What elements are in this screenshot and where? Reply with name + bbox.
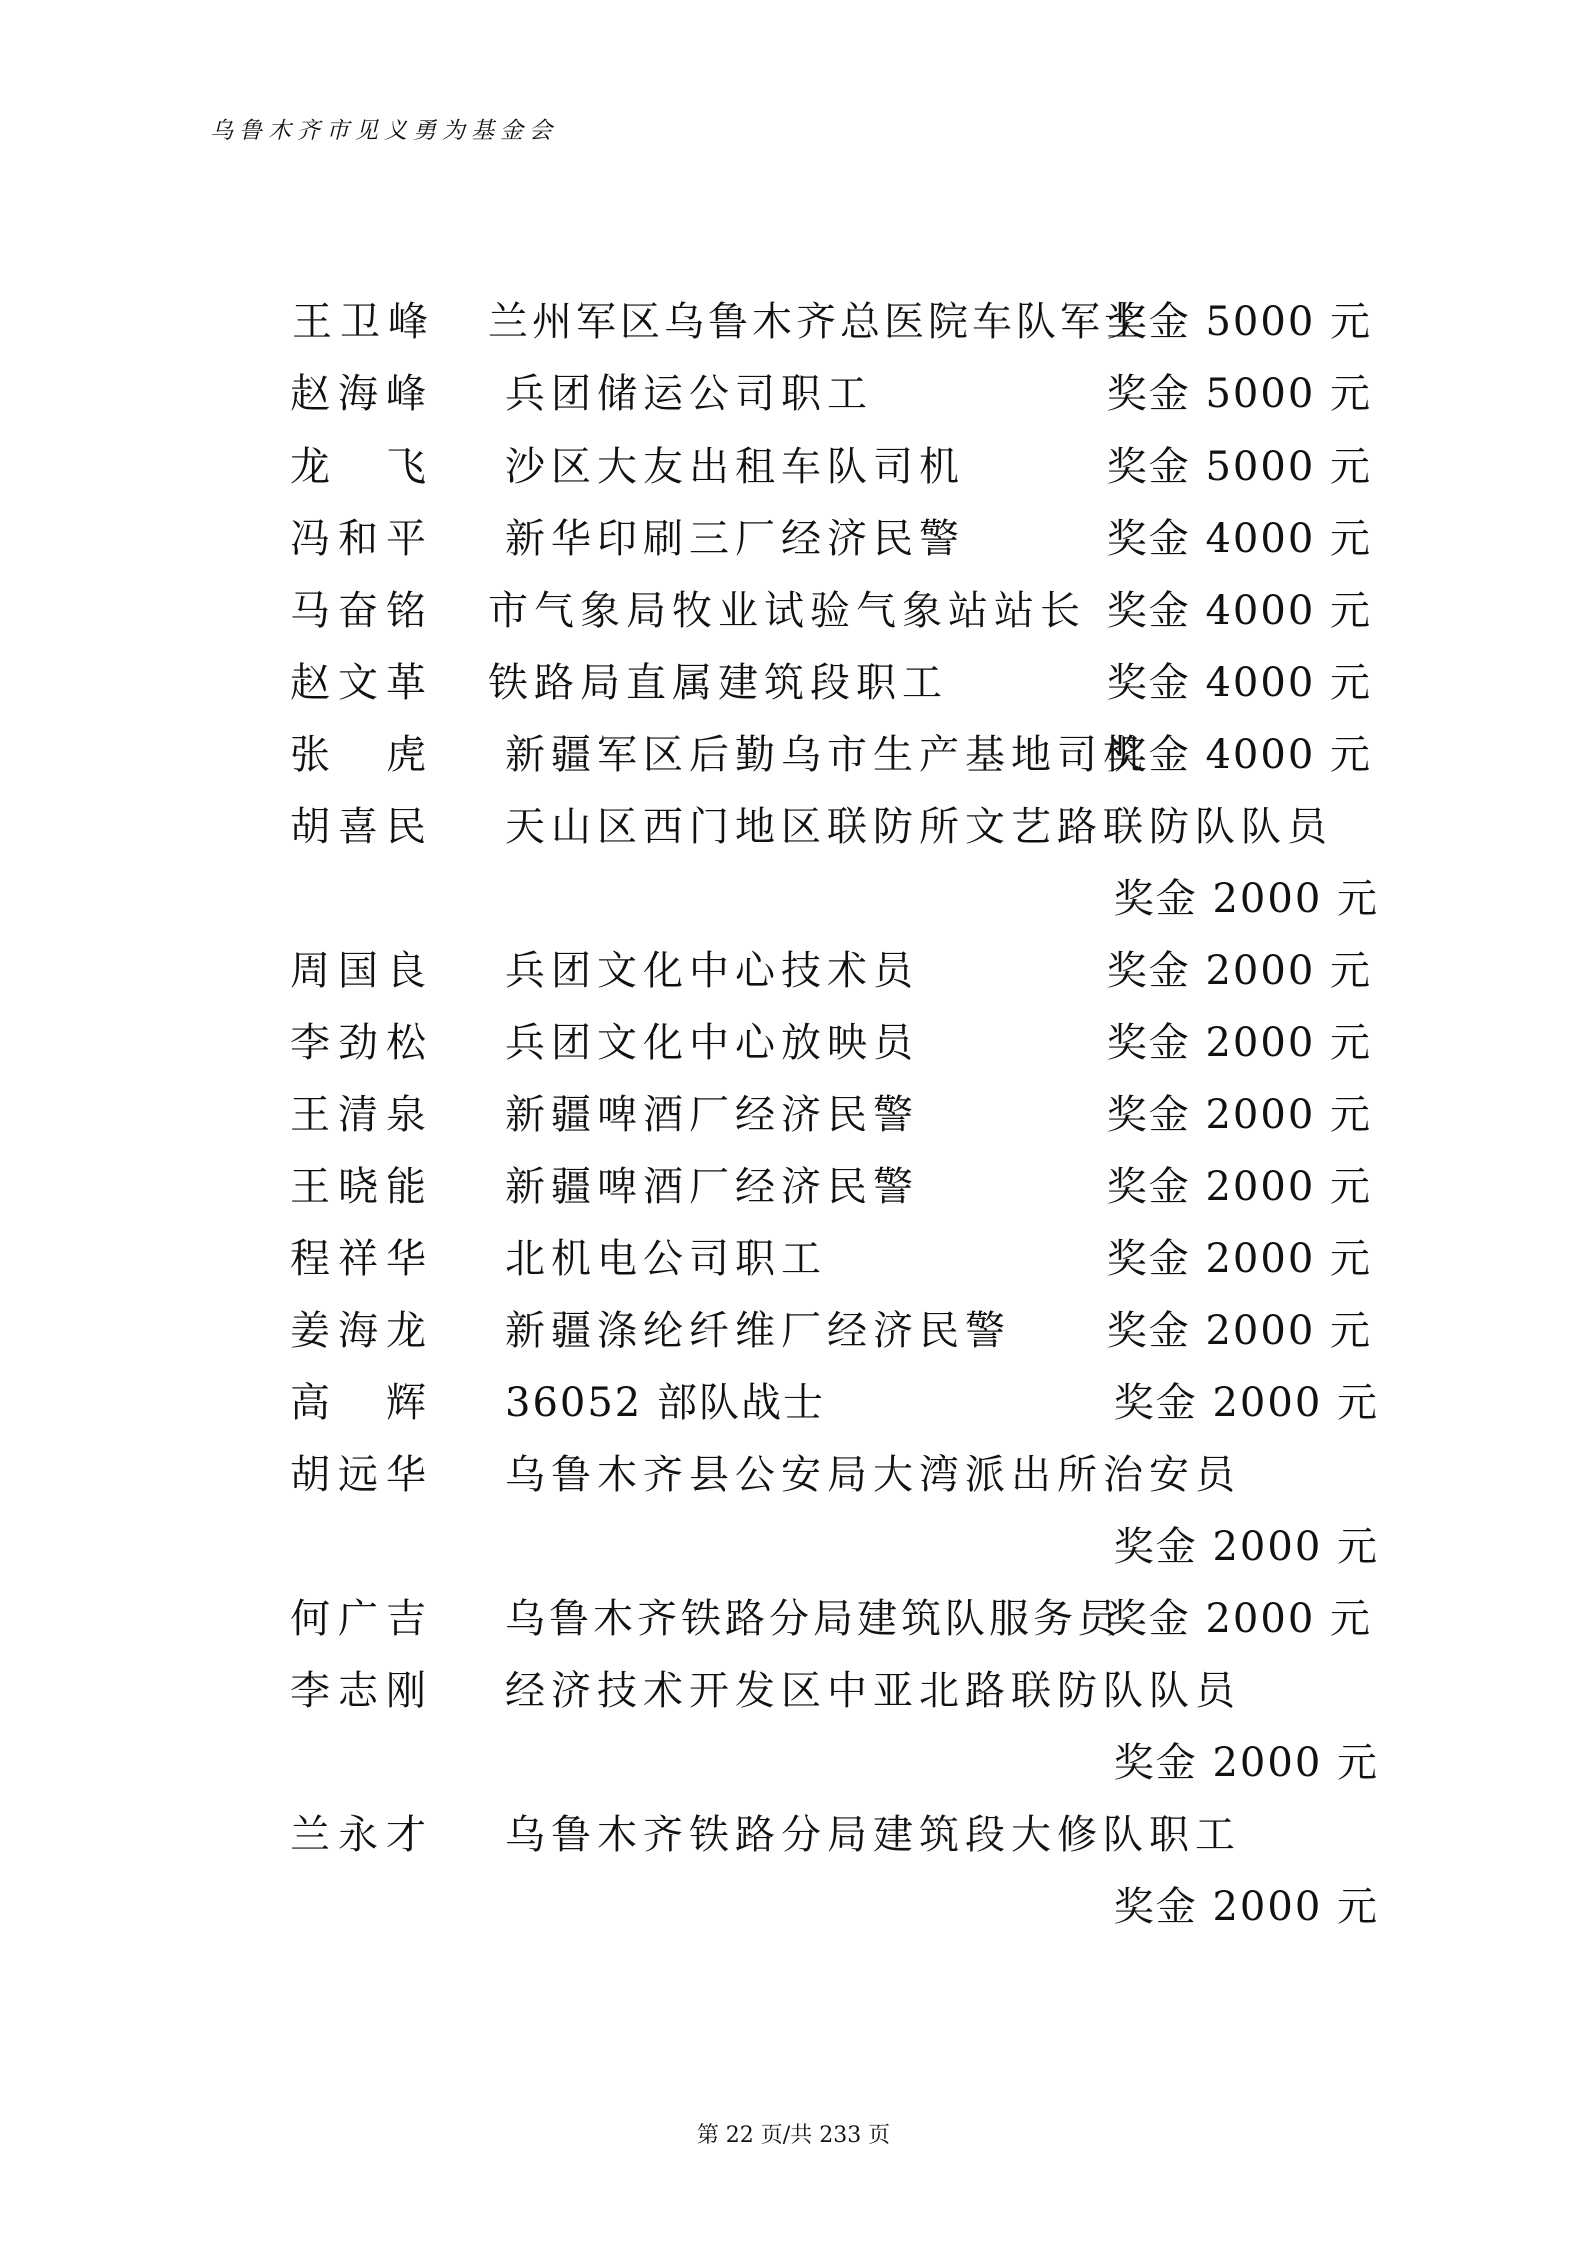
awardee-unit: 新疆军区后勤乌市生产基地司机 [505, 732, 1149, 778]
awardee-row [0, 1085, 1587, 1145]
award-amount: 奖金 4000 元 [1106, 732, 1372, 778]
award-amount: 奖金 2000 元 [1113, 1380, 1379, 1426]
award-amount: 奖金 4000 元 [1106, 516, 1372, 562]
awardee-row [0, 797, 1587, 929]
awardee-row [0, 725, 1587, 785]
award-amount: 奖金 2000 元 [1106, 1308, 1372, 1354]
awardee-unit: 沙区大友出租车队司机 [505, 444, 965, 490]
award-amount: 奖金 5000 元 [1106, 444, 1372, 490]
awardee-name: 龙 飞 [290, 444, 434, 490]
awardee-name: 胡喜民 [290, 804, 434, 850]
awardee-name: 李劲松 [290, 1020, 434, 1066]
awardee-unit: 兵团储运公司职工 [505, 371, 873, 417]
awardee-name: 王清泉 [290, 1092, 434, 1138]
awardee-name: 赵海峰 [290, 371, 434, 417]
page-number: 第 22 页/共 233 页 [696, 2123, 891, 2148]
award-amount: 奖金 2000 元 [1113, 1740, 1379, 1786]
awardee-row [0, 1661, 1587, 1793]
awardee-name: 程祥华 [290, 1236, 434, 1282]
awardee-name: 周国良 [290, 948, 434, 994]
awardee-row [0, 292, 1587, 352]
page-header-org-name: 乌鲁木齐市见义勇为基金会 [210, 118, 558, 144]
awardee-name: 马奋铭 [290, 588, 434, 634]
awardee-unit: 天山区西门地区联防所文艺路联防队队员 [505, 804, 1333, 850]
awardee-unit: 北机电公司职工 [505, 1236, 827, 1282]
awardee-unit: 兰州军区乌鲁木齐总医院车队军士 [488, 299, 1148, 345]
award-amount: 奖金 2000 元 [1113, 876, 1379, 922]
awardee-name: 李志刚 [290, 1668, 434, 1714]
award-amount: 奖金 2000 元 [1106, 1164, 1372, 1210]
awardee-unit: 新疆啤酒厂经济民警 [505, 1164, 919, 1210]
awardee-name: 兰永才 [290, 1812, 434, 1858]
awardee-name: 王晓能 [290, 1164, 434, 1210]
award-amount: 奖金 2000 元 [1106, 948, 1372, 994]
award-amount: 奖金 5000 元 [1106, 371, 1372, 417]
award-amount: 奖金 2000 元 [1106, 1092, 1372, 1138]
awardee-unit: 经济技术开发区中亚北路联防队队员 [505, 1668, 1241, 1714]
awardee-row [0, 1445, 1587, 1577]
awardee-row [0, 581, 1587, 641]
awardee-row [0, 1157, 1587, 1217]
awardee-name: 赵文革 [290, 660, 434, 706]
awardee-row [0, 653, 1587, 713]
awardee-unit: 乌鲁木齐铁路分局建筑队服务员 [505, 1596, 1121, 1642]
awardee-name: 高 辉 [290, 1380, 434, 1426]
awardee-name: 冯和平 [290, 516, 434, 562]
awardee-row [0, 1805, 1587, 1937]
award-amount: 奖金 5000 元 [1106, 299, 1372, 345]
award-amount: 奖金 4000 元 [1106, 588, 1372, 634]
awardee-row [0, 1373, 1587, 1433]
awardee-row [0, 941, 1587, 1001]
awardee-row [0, 1229, 1587, 1289]
awardee-unit: 乌鲁木齐县公安局大湾派出所治安员 [505, 1452, 1241, 1498]
awardee-name: 胡远华 [290, 1452, 434, 1498]
awardee-name: 张 虎 [290, 732, 434, 778]
awardee-row [0, 437, 1587, 497]
awardee-row [0, 364, 1587, 424]
awardee-unit: 新华印刷三厂经济民警 [505, 516, 965, 562]
awardee-name: 王卫峰 [292, 299, 436, 345]
awardee-name: 何广吉 [290, 1596, 434, 1642]
award-amount: 奖金 2000 元 [1113, 1524, 1379, 1570]
awardee-unit: 新疆啤酒厂经济民警 [505, 1092, 919, 1138]
awardee-name: 姜海龙 [290, 1308, 434, 1354]
awardee-unit: 36052 部队战士 [505, 1380, 825, 1426]
award-amount: 奖金 2000 元 [1106, 1020, 1372, 1066]
award-amount: 奖金 2000 元 [1113, 1884, 1379, 1930]
awardee-row [0, 1013, 1587, 1073]
awardee-unit: 兵团文化中心技术员 [505, 948, 919, 994]
awardee-unit: 新疆涤纶纤维厂经济民警 [505, 1308, 1011, 1354]
awardee-row [0, 1301, 1587, 1361]
awardee-row [0, 1589, 1587, 1649]
awardee-row [0, 509, 1587, 569]
award-amount: 奖金 2000 元 [1106, 1236, 1372, 1282]
award-amount: 奖金 4000 元 [1106, 660, 1372, 706]
awardee-unit: 市气象局牧业试验气象站站长 [488, 588, 1086, 634]
awardee-unit: 兵团文化中心放映员 [505, 1020, 919, 1066]
awardee-unit: 铁路局直属建筑段职工 [488, 660, 948, 706]
award-amount: 奖金 2000 元 [1106, 1596, 1372, 1642]
awardee-unit: 乌鲁木齐铁路分局建筑段大修队职工 [505, 1812, 1241, 1858]
